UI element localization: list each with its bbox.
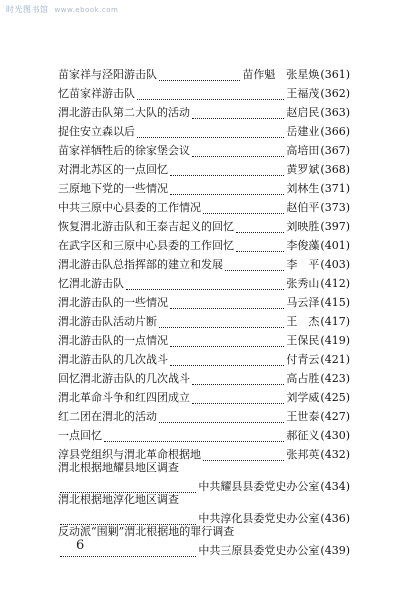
toc-entry[interactable] [58, 138, 350, 157]
toc-entry[interactable] [58, 62, 350, 81]
toc-entry-page: (412) [320, 277, 350, 290]
toc-entry-author: 中共淳化县委党史办公室 [198, 512, 320, 525]
toc-entry-author: 王保民 [286, 334, 320, 347]
leader-dots [170, 356, 284, 366]
leader-dots [236, 223, 284, 233]
toc-entry-page: (373) [320, 201, 350, 214]
leader-dots [159, 71, 240, 81]
toc-entry-page: (371) [320, 182, 350, 195]
toc-entry-page: (436) [320, 512, 350, 525]
toc-entry-title: 恢复渭北游击队和王泰吉起义的回忆 [58, 220, 234, 233]
leader-dots [192, 147, 284, 157]
leader-dots [137, 128, 284, 138]
toc-entry-title: 三原地下党的一些情况 [58, 182, 168, 195]
leader-dots [159, 413, 284, 423]
toc-entry-title: 忆苗家祥游击队 [58, 87, 135, 100]
toc-entry-title: 捉住安立森以后 [58, 125, 135, 138]
toc-entry-author: 岳建业 [286, 125, 320, 138]
leader-dots [225, 261, 284, 271]
toc-entry-title: 在武字区和三原中心县委的工作回忆 [58, 239, 234, 252]
toc-entry[interactable] [58, 290, 350, 309]
table-of-contents [58, 62, 350, 557]
toc-entry-page: (403) [320, 258, 350, 271]
toc-entry-author: 高占胜 [286, 372, 320, 385]
leader-dots [203, 451, 284, 461]
toc-entry[interactable] [58, 271, 350, 290]
toc-entry-page: (366) [320, 125, 350, 138]
toc-entry-title: 苗家祥牺牲后的徐家堡会议 [58, 144, 190, 157]
toc-entry-title: 苗家祥与泾阳游击队 [58, 68, 157, 81]
toc-entry-author: 中共耀县县委党史办公室 [198, 480, 320, 493]
toc-entry-title: 渭北游击队的一点情况 [58, 334, 168, 347]
toc-entry-author: 刘林生 [286, 182, 320, 195]
toc-entry-author: 李 平 [286, 258, 320, 271]
watermark-site: 时光图书馆 [6, 5, 49, 14]
leader-dots [203, 204, 284, 214]
toc-entry-page: (397) [320, 220, 350, 233]
leader-dots [170, 166, 284, 176]
toc-entry-author: 李俊藻 [286, 239, 320, 252]
toc-entry-author: 付青云 [286, 353, 320, 366]
toc-entry-title: 忆渭北游击队 [58, 277, 124, 290]
toc-entry-page: (367) [320, 144, 350, 157]
toc-entry-author: 黄罗斌 [286, 163, 320, 176]
toc-entry-author: 赵伯平 [286, 201, 320, 214]
toc-entry-page: (430) [320, 429, 350, 442]
leader-dots [137, 90, 284, 100]
toc-entry-page: (432) [320, 448, 350, 461]
toc-entry-page: (401) [320, 239, 350, 252]
leader-dots [159, 318, 284, 328]
toc-entry-author: 张邦英 [286, 448, 320, 461]
toc-entry-author: 苗作魁 张星焕 [242, 68, 320, 81]
toc-entry[interactable] [58, 347, 350, 366]
toc-entry-page: (427) [320, 410, 350, 423]
toc-entry-author: 马云泽 [286, 296, 320, 309]
toc-entry[interactable] [58, 404, 350, 423]
toc-entry-author: 中共三原县委党史办公室 [198, 544, 320, 557]
leader-dots [170, 337, 284, 347]
toc-entry-title: 一点回忆 [58, 429, 102, 442]
toc-entry[interactable] [58, 328, 350, 347]
toc-entry-author: 刘映胜 [286, 220, 320, 233]
toc-entry-title: 对渭北苏区的一点回忆 [58, 163, 168, 176]
toc-entry-title: 淳县党组织与渭北革命根据地 [58, 448, 201, 461]
toc-entry-page: (434) [320, 480, 350, 493]
leader-dots [236, 242, 284, 252]
leader-dots [192, 394, 284, 404]
toc-entry-title: 渭北游击队的一些情况 [58, 296, 168, 309]
toc-entry[interactable] [58, 423, 350, 442]
toc-entry-page: (421) [320, 353, 350, 366]
toc-entry[interactable] [58, 214, 350, 233]
toc-entry-title: 渭北革命斗争和红四团成立 [58, 391, 190, 404]
toc-entry-title: 渭北根据地淳化地区调查 [58, 493, 179, 506]
leader-dots [192, 109, 284, 119]
toc-entry-title: 中共三原中心县委的工作情况 [58, 201, 201, 214]
toc-entry[interactable] [58, 233, 350, 252]
toc-entry-title: 红二团在渭北的活动 [58, 410, 157, 423]
toc-entry-author: 王福茂 [286, 87, 320, 100]
toc-entry-page: (417) [320, 315, 350, 328]
toc-entry-title: 渭北游击队的几次战斗 [58, 353, 168, 366]
leader-dots [60, 483, 196, 493]
leader-dots [170, 299, 284, 309]
toc-entry-page: (425) [320, 391, 350, 404]
toc-entry-author: 高培田 [286, 144, 320, 157]
leader-dots [104, 432, 284, 442]
toc-entry[interactable] [58, 366, 350, 385]
toc-entry-author: 王世泰 [286, 410, 320, 423]
toc-entry-author: 刘学威 [286, 391, 320, 404]
toc-entry-page: (363) [320, 106, 350, 119]
leader-dots [192, 375, 284, 385]
toc-entry-author: 赵启民 [286, 106, 320, 119]
toc-entry[interactable] [58, 176, 350, 195]
toc-entry-title: 渭北根据地耀县地区调查 [58, 461, 179, 474]
toc-entry-page: (362) [320, 87, 350, 100]
page-number: 6 [76, 538, 85, 553]
leader-dots [60, 515, 196, 525]
toc-entry-page: (419) [320, 334, 350, 347]
toc-entry-page: (439) [320, 544, 350, 557]
toc-entry-title: 渭北游击队总指挥部的建立和发展 [58, 258, 223, 271]
toc-entry[interactable] [58, 461, 350, 493]
leader-dots [170, 185, 284, 195]
toc-entry[interactable] [58, 119, 350, 138]
toc-entry-title: 回忆渭北游击队的几次战斗 [58, 372, 190, 385]
toc-entry[interactable] [58, 493, 350, 525]
toc-entry-page: (361) [320, 68, 350, 81]
toc-entry-title: 渭北游击队第二大队的活动 [58, 106, 190, 119]
toc-entry[interactable] [58, 252, 350, 271]
leader-dots [126, 280, 284, 290]
toc-entry[interactable] [58, 525, 350, 557]
toc-entry-page: (368) [320, 163, 350, 176]
toc-entry-author: 张秀山 [286, 277, 320, 290]
toc-entry-author: 王 杰 [286, 315, 320, 328]
toc-entry-title: 反动派“围剿”渭北根据地的罪行调查 [58, 525, 235, 538]
toc-entry[interactable] [58, 442, 350, 461]
toc-entry[interactable] [58, 385, 350, 404]
toc-entry-page: (423) [320, 372, 350, 385]
toc-entry[interactable] [58, 81, 350, 100]
toc-entry-author: 郝征义 [286, 429, 320, 442]
watermark [6, 4, 118, 15]
toc-entry[interactable] [58, 309, 350, 328]
toc-entry[interactable] [58, 195, 350, 214]
toc-entry-title: 渭北游击队活动片断 [58, 315, 157, 328]
toc-entry[interactable] [58, 157, 350, 176]
toc-entry-page: (415) [320, 296, 350, 309]
toc-entry[interactable] [58, 100, 350, 119]
watermark-url: www.ebook.com [54, 6, 119, 14]
